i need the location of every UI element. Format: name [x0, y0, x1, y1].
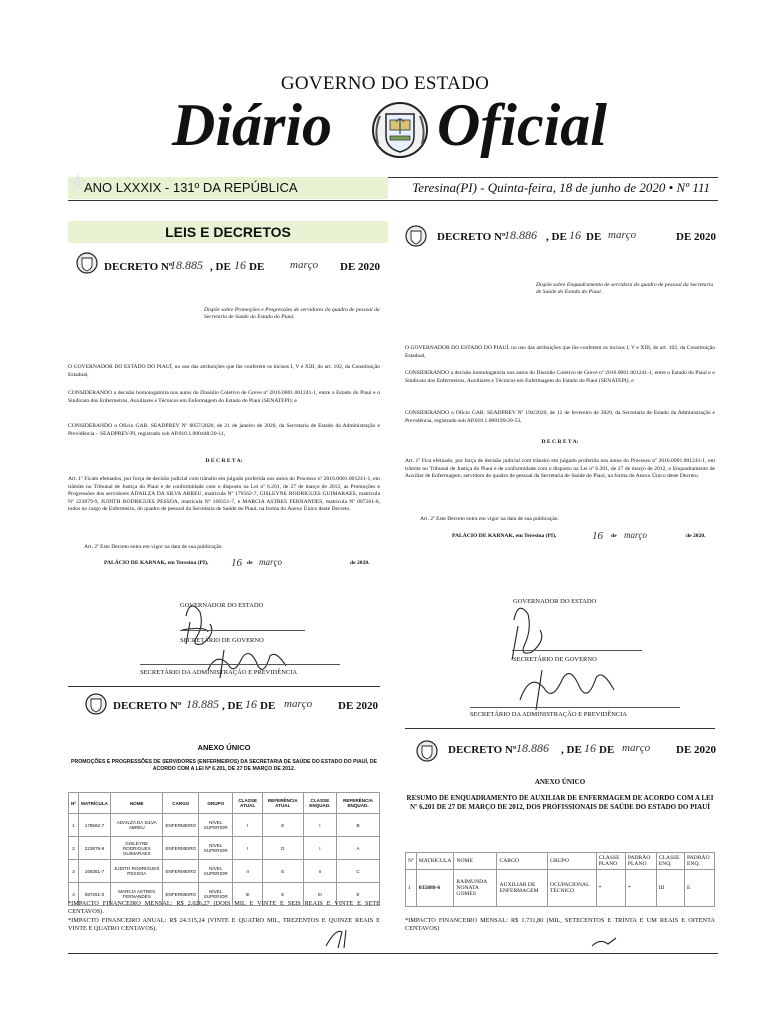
decree-de-label-2: DE: [586, 231, 602, 243]
palace-year-label: de 2020.: [350, 560, 370, 566]
decree-preamble: O GOVERNADOR DO ESTADO DO PIAUÍ, no uso das atribuições que lhe conferem os incisos I, V e XIII, do art. 102, da Constituição Estadual,: [68, 364, 380, 378]
table-cell: MARCIA ASTRES FERNANDES: [110, 883, 163, 906]
annex-subtitle: PROMOÇÕES E PROGRESSÕES DE SERVIDORES (ENFERMEIROS) DA SECRETARIA DE SAÚDE DO ESTADO DO PIAUÍ, DE ACORDO COM A LEI Nº 6.201, DE 27 DE MARÇO DE 2012.: [70, 759, 377, 772]
coat-of-arms-icon: [405, 225, 427, 247]
table-cell: E: [685, 870, 715, 907]
table-cell: A: [337, 837, 380, 860]
palace-month-handwritten: março: [624, 530, 647, 540]
decree-number-label: DECRETO Nº: [104, 261, 173, 273]
decree-month-handwritten: março: [608, 229, 637, 241]
table-header-cell: PADRÃO ENQ.: [685, 853, 715, 870]
table-cell: ENFERMEIRO: [163, 860, 199, 883]
decree-year-label: DE 2020: [676, 231, 717, 243]
annex-decree-number-label: DECRETO Nº: [448, 744, 517, 756]
table-cell: *: [625, 870, 656, 907]
decree-number-label: DECRETO Nº: [437, 231, 506, 243]
annex-decree-number-handwritten: 18.886: [516, 741, 549, 755]
table-cell: C: [337, 860, 380, 883]
table-cell: III: [303, 883, 336, 906]
section-title: LEIS E DECRETOS: [68, 221, 388, 243]
annex-decree-year-label: DE 2020: [338, 700, 379, 712]
signatures-scribble: [470, 560, 690, 720]
decree-day-handwritten: 16: [234, 258, 246, 272]
table-row: [69, 837, 380, 860]
initials-scribble: [590, 934, 626, 950]
table-cell: 1: [406, 870, 417, 907]
decree-ementa: Dispõe sobre Enquadramento de servidora do quadro de pessoal da Secretaria de Saúde do Estado do Piauí.: [536, 282, 714, 296]
table-cell: I: [303, 837, 336, 860]
table-cell: 179562-7: [79, 814, 111, 837]
table-header-cell: CLASSE PLANO: [596, 853, 625, 870]
palace-year-label: de 2020.: [686, 533, 706, 539]
decree-number-handwritten: 18.886: [504, 228, 537, 242]
palace-line: PALÁCIO DE KARNAK, em Teresina (PI),: [104, 560, 209, 566]
palace-de-label: de: [247, 560, 253, 566]
annex-title: ANEXO ÚNICO: [534, 778, 586, 786]
table-cell: II: [233, 860, 263, 883]
annex-decree-number-handwritten: 18.885: [186, 697, 219, 711]
impact-monthly: *IMPACTO FINANCEIRO MENSAL: R$ 1.731,80 (MIL, SETECENTOS E TRINTA E UM REAIS E OITENTA CENTAVOS): [405, 917, 715, 932]
table-header-cell: MATRÍCULA: [79, 793, 111, 814]
table-cell: ENFERMEIRO: [163, 883, 199, 906]
masthead-title-right: Oficial: [437, 92, 607, 158]
article-2: Art. 2º Este Decreto entra em vigor na data de sua publicação.: [84, 544, 223, 550]
table-cell: 087261-0: [79, 883, 111, 906]
annex-decree-number-label: DECRETO Nº: [113, 700, 182, 712]
table-header-cell: NOME: [454, 853, 497, 870]
table-cell: NÍVEL SUPERIOR: [199, 860, 233, 883]
considerando-1: CONSIDERANDO a decisão homologatória nos autos do Dissídio Coletivo de Greve nº 2016.0001.001241-1, entre o Estado do Piauí e o Sindicato dos Enfermeiros, Auxiliares e Técnicos em Enfermagem do Estado do Piauí (SENATEPI); e: [68, 390, 380, 404]
decreta-heading: D E C R E T A:: [205, 458, 243, 464]
annex-title: ANEXO ÚNICO: [197, 743, 251, 752]
table-cell: 3: [69, 860, 79, 883]
annex-decree-de-label: , DE: [561, 744, 582, 756]
annex-decree-de-label-2: DE: [599, 744, 615, 756]
table-cell: E: [262, 883, 303, 906]
signature-line-2: [140, 664, 340, 665]
signature-secretary-government: SECRETÁRIO DE GOVERNO: [513, 656, 597, 663]
considerando-2: CONSIDERANDO o Ofício GAB. SEADPREV Nº 0057/2020, de 21 de janeiro de 2020, da Secretaria de Estado da Administração e Previdência – SEADPREV-PI, registrado sob AP.010.1.000448/20-11,: [68, 423, 380, 437]
table-cell: 168351-7: [79, 860, 111, 883]
table-header-cell: Nº: [69, 793, 79, 814]
palace-line: PALÁCIO DE KARNAK, em Teresina (PI),: [452, 533, 557, 539]
issue-date-label: Teresina(PI) - Quinta-feira, 18 de junho de 2020 • Nº 111: [412, 180, 710, 195]
table-cell: RAIMUNDA NONATA GOMES: [454, 870, 497, 907]
table-row: [406, 870, 715, 907]
table-cell: 1: [69, 814, 79, 837]
annex-decree-day-handwritten: 16: [245, 697, 257, 711]
table-header-cell: CLASSE ENQUAD.: [303, 793, 336, 814]
issue-year-label: ANO LXXXIX - 131º DA REPÚBLICA: [84, 180, 298, 195]
table-cell: I: [233, 814, 263, 837]
annex-decree-day-handwritten: 16: [584, 741, 596, 755]
coat-of-arms-icon: [416, 740, 438, 762]
table-cell: 035888-6: [416, 870, 454, 907]
table-header-cell: GRUPO: [547, 853, 596, 870]
table-cell: I: [303, 814, 336, 837]
decree-preamble: O GOVERNADOR DO ESTADO DO PIAUÍ, no uso das atribuições que lhe conferem os incisos I, V e XIII, do art. 102, da Constituição Estadual,: [405, 345, 715, 359]
table-cell: 4: [69, 883, 79, 906]
table-cell: III: [233, 883, 263, 906]
table-cell: GISLEYNE RODRIGUES GUIMARAES: [110, 837, 163, 860]
table-cell: E: [262, 860, 303, 883]
table-cell: ENFERMEIRO: [163, 837, 199, 860]
signature-line-1: [180, 630, 305, 631]
table-header-cell: NOME: [110, 793, 163, 814]
table-header-cell: CARGO: [163, 793, 199, 814]
signature-line-1: [512, 650, 642, 651]
government-heading: GOVERNO DO ESTADO: [280, 73, 490, 94]
table-cell: ENFERMEIRO: [163, 814, 199, 837]
signature-line-2: [470, 707, 680, 708]
signature-secretary-administration: SECRETÁRIO DA ADMINISTRAÇÃO E PREVIDÊNCIA: [470, 711, 628, 718]
table-header-cell: REFERÊNCIA ATUAL: [262, 793, 303, 814]
signature-governor: GOVERNADOR DO ESTADO: [180, 602, 264, 609]
palace-day-handwritten: 16: [231, 557, 242, 569]
table-cell: II: [303, 860, 336, 883]
decree-day-handwritten: 16: [569, 228, 581, 242]
table-cell: JUDITH RODRIGUES PESSOA: [110, 860, 163, 883]
table-cell: NÍVEL SUPERIOR: [199, 814, 233, 837]
annex-table: [68, 792, 380, 906]
signature-secretary-government: SECRETÁRIO DE GOVERNO: [180, 637, 264, 644]
considerando-2: CONSIDERANDO o Ofício GAB. SEADPREV Nº 194/2020, de 12 de fevereiro de 2020, da Secretaria de Estado da Administração e Previdência, registrado sob AP.010.1.000199/20-53,: [405, 410, 715, 424]
decree-month-handwritten: março: [290, 259, 319, 271]
palace-month-handwritten: março: [259, 557, 282, 567]
annex-decree-de-label: , DE: [222, 700, 243, 712]
initials-scribble: [322, 926, 362, 950]
annex-subtitle: RESUMO DE ENQUADRAMENTO DE AUXILIAR DE ENFERMAGEM DE ACORDO COM A LEI Nº 6.201 DE 27 DE MARÇO DE 2012, DOS PROFISSIONAIS DE SAÚDE DO ESTADO DO PIAUÍ: [406, 794, 714, 811]
table-cell: OCUPACIONAL TÉCNICO: [547, 870, 596, 907]
annex-decree-month-handwritten: março: [284, 698, 313, 710]
decree-ementa: Dispõe sobre Promoções e Progressões de servidores do quadro de pessoal da Secretaria de Saúde do Estado do Piauí.: [204, 307, 380, 321]
table-header-cell: REFERÊNCIA ENQUAD.: [337, 793, 380, 814]
table-header-row: [406, 853, 715, 870]
article-1: Art. 1º Fica efetuado, por força de decisão judicial com trânsito em julgado proferida nos autos do Processo nº 2016.0001.001241-1, em trâmite no Tribunal de Justiça do Piauí e de conformidade com o disposto na Lei nº 6.201, de 27 de março de 2012, o Enquadramento de Auxiliar de Enfermagem, servidora do quadro de pessoal da Secretaria de Saúde do Piauí, na forma do Anexo Único deste Decreto.: [405, 458, 715, 480]
table-cell: III: [656, 870, 684, 907]
decree-de-label-2: DE: [249, 261, 265, 273]
annex-decree-year-label: DE 2020: [676, 744, 717, 756]
impact-monthly: *IMPACTO FINANCEIRO MENSAL: R$ 2.026,27 (DOIS MIL E VINTE E SEIS REAIS E VINTE E SETE CENTAVOS).: [68, 900, 380, 915]
annex-table: [405, 852, 715, 907]
table-cell: E: [337, 883, 380, 906]
table-cell: 2: [69, 837, 79, 860]
star-icon: ★: [66, 169, 90, 198]
table-cell: B: [337, 814, 380, 837]
masthead-title-left: Diário: [172, 92, 333, 158]
decree-de-label: , DE: [546, 231, 567, 243]
palace-day-handwritten: 16: [592, 530, 603, 542]
table-row: [69, 814, 380, 837]
table-cell: I: [233, 837, 263, 860]
table-cell: ADAILZA DA SILVA ABREU: [110, 814, 163, 837]
table-cell: *: [596, 870, 625, 907]
table-cell: 223879-9: [79, 837, 111, 860]
table-row: [69, 860, 380, 883]
article-2: Art. 2º Este Decreto entra em vigor na data de sua publicação.: [420, 516, 559, 522]
coat-of-arms-icon: [76, 252, 98, 274]
table-header-cell: GRUPO: [199, 793, 233, 814]
decreta-heading: D E C R E T A:: [541, 439, 579, 445]
table-cell: AUXILIAR DE ENFERMAGEM: [497, 870, 547, 907]
palace-de-label: de: [611, 533, 617, 539]
table-cell: E: [262, 814, 303, 837]
table-header-cell: CLASSE ATUAL: [233, 793, 263, 814]
section-divider: [405, 728, 715, 729]
section-divider: [68, 686, 380, 687]
table-cell: NÍVEL SUPERIOR: [199, 883, 233, 906]
considerando-1: CONSIDERANDO a decisão homologatória nos autos do Dissídio Coletivo de Greve nº 2016.0001.001241-1, entre o Estado do Piauí e o Sindicato dos Enfermeiros, Auxiliares e Técnicos em Enfermagem do Estado do Piauí (SENATEPI), e: [405, 370, 715, 384]
state-coat-of-arms-icon: [370, 100, 430, 160]
table-cell: D: [262, 837, 303, 860]
decree-de-label: , DE: [210, 261, 231, 273]
signature-governor: GOVERNADOR DO ESTADO: [513, 598, 597, 605]
table-header-cell: CARGO: [497, 853, 547, 870]
table-header-cell: Nº: [406, 853, 417, 870]
impact-annual: *IMPACTO FINANCEIRO ANUAL: R$ 24.315,24 (VINTE E QUATRO MIL, TREZENTOS E QUINZE REAIS E VINTE E QUATRO CENTAVOS).: [68, 917, 380, 932]
table-cell: NÍVEL SUPERIOR: [199, 837, 233, 860]
article-1: Art. 1º Ficam efetuados, por força de decisão judicial com trânsito em julgado proferida nos autos do Processo nº 2016.0001.001241-1, em trâmite no Tribunal de Justiça do Piauí e de conformidade com o disposto na Lei nº 6.201, de 27 de março de 2012, as Promoções e Progressões dos servidores ADAILZA DA SILVA ABREU, matrícula Nº 179562-7, GISLEYNE RODRIGUES GUIMARAES, matrícula Nº 223879-9, JUDITH RODRIGUES PESSOA, matrícula Nº 168351-7, e MARCIA ASTRES FERNANDES, matrícula Nº 087261-0, todos no cargo de Enfermeiro, do quadro de pessoal da Secretaria de Saúde do Piauí, na forma do Anexo Único deste Decreto.: [68, 476, 380, 513]
table-header-cell: CLASSE ENQ.: [656, 853, 684, 870]
annex-decree-month-handwritten: março: [622, 742, 651, 754]
table-header-cell: MATRÍCULA: [416, 853, 454, 870]
signature-secretary-administration: SECRETÁRIO DA ADMINISTRAÇÃO E PREVIDÊNCIA: [140, 669, 298, 676]
table-header-row: [69, 793, 380, 814]
annex-decree-de-label-2: DE: [260, 700, 276, 712]
page-bottom-rule: [68, 953, 718, 954]
table-header-cell: PADRÃO PLANO: [625, 853, 656, 870]
coat-of-arms-icon: [85, 693, 107, 715]
decree-year-label: DE 2020: [340, 261, 381, 273]
decree-number-handwritten: 18.885: [170, 258, 203, 272]
